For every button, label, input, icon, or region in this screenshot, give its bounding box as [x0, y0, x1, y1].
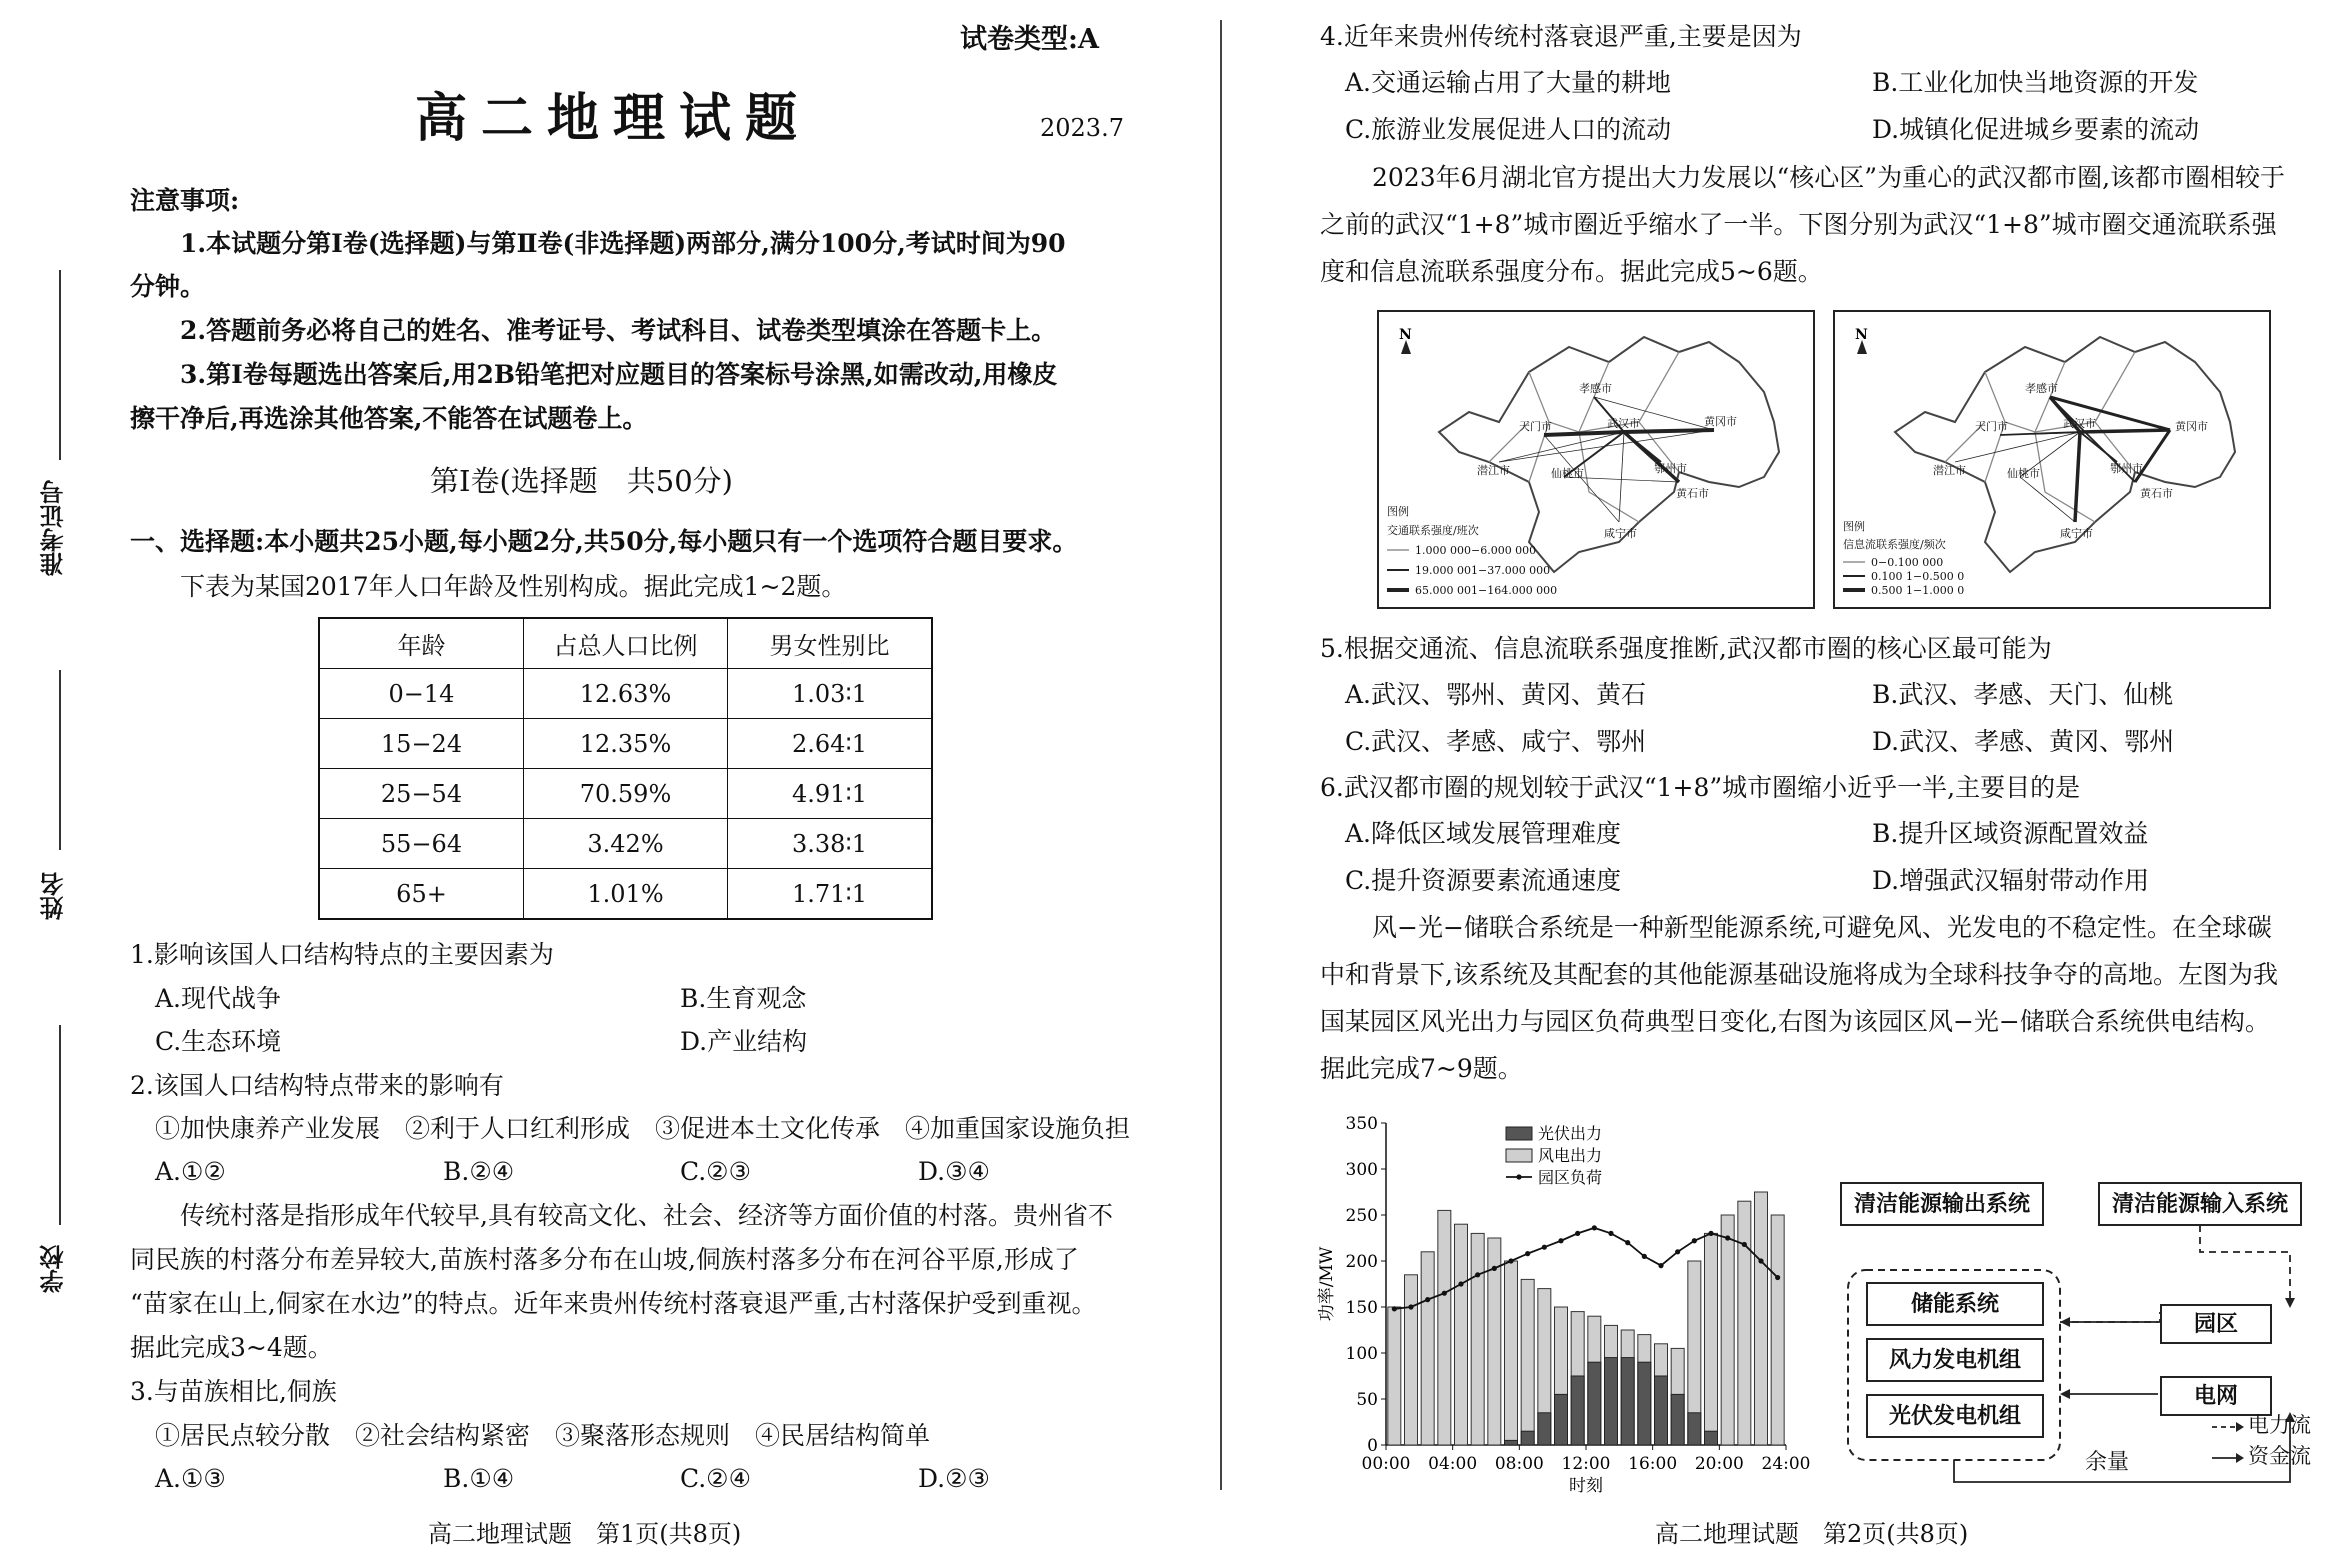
- y-tick-label: 150: [1345, 1298, 1378, 1318]
- solar-bar: [1655, 1376, 1668, 1445]
- legend-label: 0.100 1−0.500 0: [1871, 570, 1965, 583]
- solar-bar: [1705, 1431, 1718, 1445]
- wind-bar: [1405, 1275, 1418, 1445]
- load-line: [1394, 1228, 1777, 1309]
- arrow-icon: [2236, 1453, 2244, 1463]
- wind-bar: [1505, 1261, 1518, 1445]
- q5-stem: 5.根据交通流、信息流联系强度推断,武汉都市圈的核心区最可能为: [1320, 634, 2052, 663]
- margin-line-2: [59, 670, 61, 850]
- exam-number-label: 准考证号: [39, 480, 68, 576]
- wuhan-passage-line-3: 度和信息流联系强度分布。据此完成5~6题。: [1320, 257, 1823, 286]
- wind-bar: [1421, 1252, 1434, 1445]
- exam-date: 2023.7: [1040, 114, 1124, 142]
- solar-bar: [1555, 1394, 1568, 1445]
- load-point: [1675, 1249, 1680, 1254]
- village-passage-line-3: “苗家在山上,侗家在水边”的特点。近年来贵州传统村落衰退严重,古村落保护受到重视。: [130, 1289, 1097, 1318]
- flow-legend-icons: [2210, 1413, 2250, 1473]
- q6-stem: 6.武汉都市圈的规划较于武汉“1+8”城市圈缩小近乎一半,主要目的是: [1320, 773, 2081, 802]
- city-label-wuhan: 武汉市: [2063, 417, 2096, 430]
- city-label-huanggang: 黄冈市: [1704, 415, 1737, 428]
- table-row: [319, 769, 932, 819]
- y-axis-label: 功率/MW: [1317, 1246, 1337, 1322]
- school-label: 学校: [39, 1245, 68, 1293]
- power-chart: [1317, 1105, 1818, 1496]
- notice-item-1-line-1: 1.本试题分第Ⅰ卷(选择题)与第Ⅱ卷(非选择题)两部分,满分100分,考试时间为90: [180, 229, 1066, 258]
- legend-marker-load: [1516, 1174, 1521, 1179]
- x-tick-label: 04:00: [1428, 1454, 1478, 1474]
- city-label-qianjiang: 潜江市: [1933, 464, 1966, 477]
- q2-option-a[interactable]: A.①②: [155, 1157, 226, 1186]
- q5-option-c[interactable]: C.武汉、孝感、咸宁、鄂州: [1345, 727, 1647, 756]
- notice-item-1-line-2: 分钟。: [130, 272, 206, 301]
- north-label: N: [1399, 327, 1412, 343]
- q2-items: ①加快康养产业发展 ②利于人口红利形成 ③促进本土文化传承 ④加重国家设施负担: [155, 1114, 1131, 1143]
- q4-option-c[interactable]: C.旅游业发展促进人口的流动: [1345, 115, 1672, 144]
- footer-page-1: 高二地理试题 第1页(共8页): [428, 1520, 742, 1548]
- x-tick-label: 24:00: [1761, 1454, 1811, 1474]
- solar-bar: [1538, 1413, 1551, 1445]
- y-tick-label: 100: [1345, 1344, 1378, 1364]
- wind-bar: [1438, 1210, 1451, 1445]
- information-flow-map: [1833, 310, 2271, 609]
- solar-bar: [1688, 1413, 1701, 1445]
- y-tick-label: 300: [1345, 1160, 1378, 1180]
- x-axis-label: 时刻: [1569, 1476, 1603, 1496]
- q6-option-d[interactable]: D.增强武汉辐射带动作用: [1872, 866, 2150, 895]
- q1-option-d[interactable]: D.产业结构: [680, 1027, 808, 1056]
- table-row: [319, 869, 932, 920]
- wind-bar: [1521, 1279, 1534, 1445]
- table-cell: 70.59%: [524, 769, 728, 819]
- x-tick-label: 16:00: [1628, 1454, 1678, 1474]
- arrow-icon: [2236, 1422, 2244, 1432]
- wind-bar: [1721, 1215, 1734, 1445]
- city-label-ezhou: 鄂州市: [1654, 462, 1687, 475]
- information-map-graphic: [1835, 312, 2269, 607]
- table-cell: 3.42%: [524, 819, 728, 869]
- clean-energy-output-box: 清洁能源输出系统: [1840, 1182, 2044, 1226]
- q1-option-c[interactable]: C.生态环境: [155, 1027, 282, 1056]
- y-tick-label: 350: [1345, 1114, 1378, 1134]
- arrow-icon: [2060, 1317, 2070, 1327]
- q1-option-a[interactable]: A.现代战争: [155, 984, 282, 1013]
- energy-passage-line-2: 中和背景下,该系统及其配套的其他能源基础设施将成为全球科技争夺的高地。左图为我: [1320, 960, 2278, 989]
- q3-option-a[interactable]: A.①③: [155, 1464, 226, 1493]
- q6-option-c[interactable]: C.提升资源要素流通速度: [1345, 866, 1622, 895]
- name-label: 姓名: [39, 872, 68, 920]
- north-arrow-icon: [1399, 327, 1412, 354]
- col-header-share: 占总人口比例: [524, 618, 728, 669]
- q2-option-d[interactable]: D.③④: [918, 1157, 990, 1186]
- table-cell: 65+: [319, 869, 524, 920]
- grid-box: 电网: [2160, 1376, 2272, 1416]
- clean-energy-input-box: 清洁能源输入系统: [2098, 1182, 2302, 1226]
- table-row: [319, 719, 932, 769]
- legend-subtitle: 交通联系强度/班次: [1387, 524, 1479, 537]
- col-header-age: 年龄: [319, 618, 524, 669]
- legend-title: 图例: [1387, 505, 1409, 518]
- load-point: [1575, 1231, 1580, 1236]
- solar-bar: [1505, 1440, 1518, 1445]
- surplus-label: 余量: [2085, 1450, 2130, 1475]
- notice-heading: 注意事项:: [130, 186, 240, 215]
- energy-passage-line-1: 风−光−储联合系统是一种新型能源系统,可避免风、光发电的不稳定性。在全球碳: [1372, 913, 2272, 942]
- load-point: [1408, 1304, 1413, 1309]
- paper-type: 试卷类型:A: [960, 24, 1099, 55]
- table-cell: 25−54: [319, 769, 524, 819]
- village-passage-line-4: 据此完成3~4题。: [130, 1333, 333, 1362]
- part-title: 第Ⅰ卷(选择题 共50分): [430, 464, 733, 498]
- table-row: [319, 819, 932, 869]
- city-label-xiantao: 仙桃市: [2007, 467, 2040, 480]
- q2-option-b[interactable]: B.②④: [443, 1157, 515, 1186]
- city-label-huangshi: 黄石市: [1676, 487, 1709, 500]
- city-label-xianning: 咸宁市: [2060, 527, 2093, 540]
- city-label-ezhou: 鄂州市: [2110, 462, 2143, 475]
- table-cell: 3.38∶1: [728, 819, 933, 869]
- load-point: [1725, 1235, 1730, 1240]
- load-point: [1442, 1291, 1447, 1296]
- q2-option-c[interactable]: C.②③: [680, 1157, 752, 1186]
- wind-bar: [1755, 1192, 1768, 1445]
- wuhan-passage-line-2: 之前的武汉“1+8”城市圈近乎缩水了一半。下图分别为武汉“1+8”城市圈交通流联系强: [1320, 210, 2277, 239]
- table-row: [319, 669, 932, 719]
- q4-stem: 4.近年来贵州传统村落衰退严重,主要是因为: [1320, 22, 1802, 51]
- load-point: [1758, 1258, 1763, 1263]
- load-point: [1508, 1258, 1513, 1263]
- y-tick-label: 200: [1345, 1252, 1378, 1272]
- legend-label: 0.500 1−1.000 0: [1871, 584, 1965, 597]
- village-passage-line-1: 传统村落是指形成年代较早,具有较高文化、社会、经济等方面价值的村落。贵州省不: [180, 1201, 1113, 1230]
- flow-legend: [2210, 1413, 2325, 1473]
- q4-option-a[interactable]: A.交通运输占用了大量的耕地: [1345, 68, 1672, 97]
- load-point: [1558, 1238, 1563, 1243]
- table-cell: 0−14: [319, 669, 524, 719]
- page-title: 高二地理试题: [415, 88, 812, 149]
- city-label-huanggang: 黄冈市: [2175, 420, 2208, 433]
- solar-bar: [1671, 1394, 1684, 1445]
- margin-line-1: [59, 270, 61, 460]
- arrow-icon: [2285, 1298, 2295, 1308]
- storage-system-box: 储能系统: [1866, 1282, 2044, 1326]
- city-label-tianmen: 天门市: [1975, 420, 2008, 433]
- x-tick-label: 12:00: [1561, 1454, 1611, 1474]
- load-point: [1692, 1238, 1697, 1243]
- energy-passage-line-3: 国某园区风光出力与园区负荷典型日变化,右图为该园区风−光−储联合系统供电结构。: [1320, 1007, 2270, 1036]
- table-intro: 下表为某国2017年人口年龄及性别构成。据此完成1~2题。: [180, 572, 847, 601]
- footer-page-2: 高二地理试题 第2页(共8页): [1655, 1520, 1969, 1548]
- table-cell: 55−64: [319, 819, 524, 869]
- table-cell: 2.64∶1: [728, 719, 933, 769]
- north-arrow-icon: [1855, 327, 1868, 354]
- legend-title: 图例: [1843, 520, 1865, 533]
- transport-flow-map: [1377, 310, 1815, 609]
- wind-bar: [1471, 1233, 1484, 1445]
- q5-option-a[interactable]: A.武汉、鄂州、黄冈、黄石: [1345, 680, 1647, 709]
- q4-option-d[interactable]: D.城镇化促进城乡要素的流动: [1872, 115, 2200, 144]
- city-label-xianning: 咸宁市: [1604, 527, 1637, 540]
- table-cell: 1.71∶1: [728, 869, 933, 920]
- q3-option-b[interactable]: B.①④: [443, 1464, 515, 1493]
- power-flow-legend-label: 电力流: [2248, 1413, 2311, 1437]
- legend-label-wind: 风电出力: [1538, 1146, 1603, 1165]
- page-divider: [1220, 20, 1222, 1490]
- legend-label: 1.000 000−6.000 000: [1415, 544, 1537, 557]
- notice-item-3-line-2: 擦干净后,再选涂其他答案,不能答在试题卷上。: [130, 404, 648, 433]
- solar-bar: [1621, 1358, 1634, 1445]
- table-cell: 1.01%: [524, 869, 728, 920]
- table-cell: 12.35%: [524, 719, 728, 769]
- solar-bar: [1605, 1358, 1618, 1445]
- city-label-huangshi: 黄石市: [2140, 487, 2173, 500]
- x-tick-label: 00:00: [1361, 1454, 1411, 1474]
- x-tick-label: 20:00: [1694, 1454, 1744, 1474]
- city-label-xiantao: 仙桃市: [1551, 467, 1584, 480]
- notice-item-2: 2.答题前务必将自己的姓名、准考证号、考试科目、试卷类型填涂在答题卡上。: [180, 316, 1057, 345]
- legend-label: 65.000 001−164.000 000: [1415, 584, 1558, 597]
- load-point: [1475, 1272, 1480, 1277]
- load-point: [1742, 1242, 1747, 1247]
- solar-bar: [1588, 1362, 1601, 1445]
- q3-items: ①居民点较分散 ②社会结构紧密 ③聚落形态规则 ④民居结构简单: [155, 1421, 931, 1450]
- power-flow-path: [2060, 1312, 2160, 1322]
- energy-passage-line-4: 据此完成7~9题。: [1320, 1054, 1523, 1083]
- wind-generator-box: 风力发电机组: [1866, 1338, 2044, 1382]
- x-tick-label: 08:00: [1494, 1454, 1544, 1474]
- load-point: [1492, 1266, 1497, 1271]
- margin-line-3: [59, 1025, 61, 1225]
- load-point: [1775, 1275, 1780, 1280]
- table-cell: 4.91∶1: [728, 769, 933, 819]
- load-point: [1392, 1306, 1397, 1311]
- solar-generator-box: 光伏发电机组: [1866, 1394, 2044, 1438]
- solar-bar: [1521, 1431, 1534, 1445]
- q3-option-d[interactable]: D.②③: [918, 1464, 990, 1493]
- city-label-wuhan: 武汉市: [1607, 417, 1640, 430]
- legend-swatch-wind: [1506, 1149, 1532, 1162]
- legend-swatch-solar: [1506, 1127, 1532, 1140]
- park-box: 园区: [2160, 1304, 2272, 1344]
- legend-label-load: 园区负荷: [1538, 1168, 1603, 1187]
- population-table: [318, 617, 933, 920]
- y-tick-label: 250: [1345, 1206, 1378, 1226]
- load-point: [1542, 1245, 1547, 1250]
- north-label: N: [1855, 327, 1868, 343]
- money-flow-legend-label: 资金流: [2248, 1444, 2311, 1468]
- y-tick-label: 50: [1356, 1390, 1378, 1410]
- q5-option-b[interactable]: B.武汉、孝感、天门、仙桃: [1872, 680, 2174, 709]
- load-point: [1608, 1231, 1613, 1236]
- legend-label: 19.000 001−37.000 000: [1415, 564, 1551, 577]
- legend-label-solar: 光伏出力: [1538, 1124, 1603, 1143]
- city-label-xiaogan: 孝感市: [2025, 382, 2058, 395]
- load-point: [1592, 1225, 1597, 1230]
- load-point: [1625, 1240, 1630, 1245]
- load-point: [1425, 1297, 1430, 1302]
- section-instruction: 一、选择题:本小题共25小题,每小题2分,共50分,每小题只有一个选项符合题目要求。: [130, 527, 1078, 556]
- solar-bar: [1638, 1362, 1651, 1445]
- table-cell: 15−24: [319, 719, 524, 769]
- arrow-icon: [2060, 1389, 2070, 1399]
- q3-option-c[interactable]: C.②④: [680, 1464, 752, 1493]
- load-point: [1642, 1254, 1647, 1259]
- city-label-xiaogan: 孝感市: [1579, 382, 1612, 395]
- q3-stem: 3.与苗族相比,侗族: [130, 1377, 337, 1406]
- city-label-tianmen: 天门市: [1519, 420, 1552, 433]
- q2-stem: 2.该国人口结构特点带来的影响有: [130, 1071, 504, 1100]
- table-cell: 12.63%: [524, 669, 728, 719]
- load-point: [1525, 1251, 1530, 1256]
- transport-map-graphic: [1379, 312, 1813, 607]
- wind-bar: [1455, 1224, 1468, 1445]
- q1-option-b[interactable]: B.生育观念: [680, 984, 807, 1013]
- notice-item-3-line-1: 3.第Ⅰ卷每题选出答案后,用2B铅笔把对应题目的答案标号涂黑,如需改动,用橡皮: [180, 360, 1058, 389]
- q6-option-b[interactable]: B.提升区域资源配置效益: [1872, 819, 2149, 848]
- money-flow-path: [2200, 1225, 2290, 1300]
- load-point: [1658, 1263, 1663, 1268]
- q5-option-d[interactable]: D.武汉、孝感、黄冈、鄂州: [1872, 727, 2175, 756]
- q4-option-b[interactable]: B.工业化加快当地资源的开发: [1872, 68, 2199, 97]
- load-point: [1458, 1281, 1463, 1286]
- q6-option-a[interactable]: A.降低区域发展管理难度: [1345, 819, 1622, 848]
- load-point: [1708, 1231, 1713, 1236]
- y-tick-label: 0: [1367, 1436, 1378, 1456]
- wind-bar: [1388, 1307, 1401, 1445]
- village-passage-line-2: 同民族的村落分布差异较大,苗族村落多分布在山坡,侗族村落多分布在河谷平原,形成了: [130, 1245, 1079, 1274]
- legend-label: 0−0.100 000: [1871, 556, 1944, 569]
- wind-bar: [1738, 1201, 1751, 1445]
- wuhan-passage-line-1: 2023年6月湖北官方提出大力发展以“核心区”为重心的武汉都市圈,该都市圈相较于: [1372, 163, 2286, 192]
- table-header-row: [319, 618, 932, 669]
- table-cell: 1.03∶1: [728, 669, 933, 719]
- col-header-sex-ratio: 男女性别比: [728, 618, 933, 669]
- city-label-qianjiang: 潜江市: [1477, 464, 1510, 477]
- wind-bar: [1705, 1233, 1718, 1445]
- solar-bar: [1571, 1376, 1584, 1445]
- q1-stem: 1.影响该国人口结构特点的主要因素为: [130, 940, 554, 969]
- legend-subtitle: 信息流联系强度/频次: [1843, 538, 1946, 551]
- wind-bar: [1771, 1215, 1784, 1445]
